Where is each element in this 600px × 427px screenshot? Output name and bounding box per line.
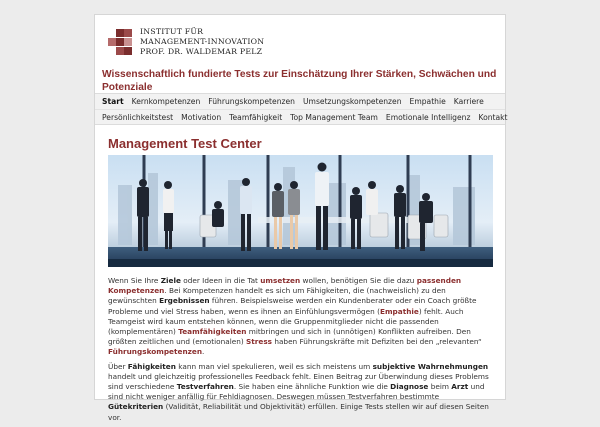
body-text: haben Führungskräfte mit Defiziten bei den „relevanten“ <box>272 337 482 347</box>
article-body <box>108 276 496 427</box>
nav-item-empathie[interactable]: Empathie <box>409 97 446 106</box>
main-navigation <box>95 93 508 125</box>
nav-item-karriere[interactable]: Karriere <box>453 97 484 106</box>
logo-line-2: MANAGEMENT-INNOVATION <box>140 36 265 46</box>
nav-item-fuehrungskompetenzen[interactable]: Führungskompetenzen <box>208 97 295 106</box>
site-tagline: Wissenschaftlich fundierte Tests zur Einschätzung Ihrer Stärken, Schwächen und Potenziale <box>102 69 497 93</box>
body-text: Über <box>108 361 128 371</box>
emphasis-text: Diagnose <box>390 382 429 392</box>
nav-item-teamfaehigkeit[interactable]: Teamfähigkeit <box>229 112 283 122</box>
emphasis-text: Testverfahren <box>176 382 234 392</box>
paragraph-1 <box>108 276 496 358</box>
body-text: Wenn Sie Ihre <box>108 276 161 285</box>
nav-item-top-management-team[interactable]: Top Management Team <box>290 112 378 122</box>
body-text: wollen, benötigen Sie die dazu <box>300 276 417 285</box>
emphasis-text: Teamfähigkeiten <box>178 327 247 337</box>
emphasis-text: Führungskompetenzen <box>108 347 203 357</box>
logo-text <box>140 27 300 56</box>
nav-item-motivation[interactable]: Motivation <box>181 112 222 122</box>
body-text: führen. Beispielsweise werden ein Kundenberater oder ein Coach größte Probleme und viel Stress haben, wenn es ihnen an Einfühlungsvermögen ( <box>108 296 477 316</box>
logo-line-3: PROF. DR. WALDEMAR PELZ <box>140 46 263 56</box>
body-text: handelt und gleichzeitig professionelles Feedback fehlt. Einen Beitrag zur Überwindung dieses Problems sind verschiedene <box>108 371 489 392</box>
logo-squares-icon <box>108 29 138 57</box>
body-text: . <box>202 347 205 357</box>
emphasis-text: Ergebnissen <box>159 296 210 306</box>
business-people-image-icon <box>108 155 493 267</box>
emphasis-text: Stress <box>246 337 273 347</box>
page-title: Management Test Center <box>108 136 262 151</box>
body-text: . Sie haben eine ähnliche Funktion wie die <box>233 382 391 392</box>
nav-item-umsetzungskompetenzen[interactable]: Umsetzungskompetenzen <box>302 97 402 106</box>
emphasis-text: Fähigkeiten <box>127 361 176 371</box>
nav-item-start[interactable]: Start <box>102 97 124 106</box>
emphasis-text: Gütekriterien <box>108 402 164 412</box>
body-text: . Bei Kompetenzen handelt es sich um Fähigkeiten, die (nachweislich) zu den gewünschten <box>108 286 446 306</box>
body-text: oder Ideen in die Tat <box>180 276 261 285</box>
emphasis-text: Arzt <box>451 382 469 392</box>
nav-item-kontakt[interactable]: Kontakt <box>478 112 508 122</box>
body-text: beim <box>428 382 452 392</box>
body-text: und sind nicht weniger anfällig für Fehldiagnosen. Deswegen müssen Testverfahren bestimmte <box>108 382 485 402</box>
paragraph-2 <box>108 362 496 423</box>
emphasis-text: Ziele <box>160 276 181 285</box>
page-container <box>94 14 508 422</box>
emphasis-text: Empathie <box>379 306 419 316</box>
logo-line-1: INSTITUT FÜR <box>140 27 204 36</box>
nav-row-1 <box>95 94 505 109</box>
nav-item-emotionale-intelligenz[interactable]: Emotionale Intelligenz <box>385 112 471 122</box>
nav-item-persoenlichkeitstest[interactable]: Persönlichkeitstest <box>102 112 174 122</box>
body-text: mitbringen und sich in (unnötigen) Konflikten aufreiben. Den größten zeitlichen und (emotionalen) <box>108 327 471 347</box>
body-text: kann man viel spekulieren, weil es sich meistens um <box>175 361 373 371</box>
emphasis-text: passenden Kompetenzen <box>108 276 462 296</box>
hero-image <box>108 155 493 267</box>
body-text: (Validität, Reliabilität und Objektivität) erfüllen. Einige Tests stellen wir auf diesen Seiten vor. <box>108 402 489 422</box>
body-text: ) fehlt. Auch Teamgeist wird kaum entstehen können, wenn die Gruppenmitglieder nicht die passenden (komplementären) <box>108 306 464 337</box>
emphasis-text: umsetzen <box>260 276 301 285</box>
nav-row-2 <box>95 109 508 124</box>
emphasis-text: subjektive Wahrnehmungen <box>372 361 489 371</box>
nav-item-kernkompetenzen[interactable]: Kernkompetenzen <box>131 97 201 106</box>
